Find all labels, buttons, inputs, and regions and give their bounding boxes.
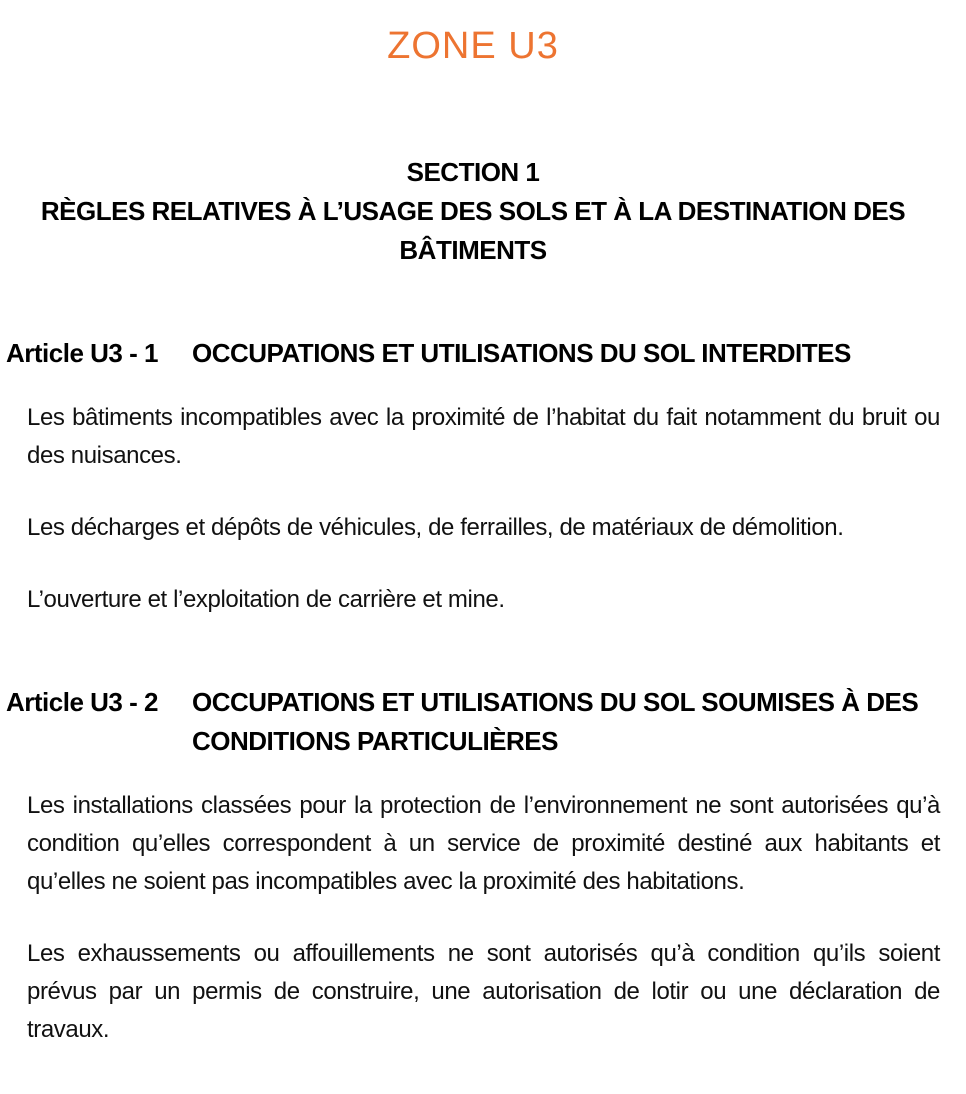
article-u3-2-title: OCCUPATIONS ET UTILISATIONS DU SOL SOUMISES À DES CONDITIONS PARTICULIÈRES <box>192 687 919 756</box>
section-heading-text: RÈGLES RELATIVES À L’USAGE DES SOLS ET À LA DESTINATION DES BÂTIMENTS <box>40 196 906 265</box>
article-u3-1-heading <box>6 334 940 373</box>
section-heading-number: SECTION 1 <box>406 157 540 187</box>
section-heading <box>6 153 940 270</box>
article-u3-2-label: Article U3 - 2 <box>6 687 158 717</box>
article-u3-1-paragraph-3: L’ouverture et l’exploitation de carrière et mine. <box>27 586 505 613</box>
article-u3-2-paragraph-1: Les installations classées pour la protection de l’environnement ne sont autorisées qu’à condition qu’elles correspondent à un service de proximité destiné aux habitants et qu’elles ne soient pas incompatibles avec la proximité des habitations. <box>27 792 940 895</box>
page-title: ZONE U3 <box>387 25 559 67</box>
article-u3-1-paragraph-1: Les bâtiments incompatibles avec la proximité de l’habitat du fait notamment du bruit ou des nuisances. <box>27 404 940 469</box>
article-u3-2-paragraph-2: Les exhaussements ou affouillements ne sont autorisés qu’à condition qu’ils soient prévus par un permis de construire, une autorisation de lotir ou une déclaration de travaux. <box>27 940 940 1043</box>
article-u3-1-label: Article U3 - 1 <box>6 338 158 368</box>
article-u3-1-title: OCCUPATIONS ET UTILISATIONS DU SOL INTERDITES <box>192 338 851 368</box>
article-u3-2-heading <box>6 683 940 761</box>
article-u3-1-paragraph-2: Les décharges et dépôts de véhicules, de ferrailles, de matériaux de démolition. <box>27 514 844 541</box>
